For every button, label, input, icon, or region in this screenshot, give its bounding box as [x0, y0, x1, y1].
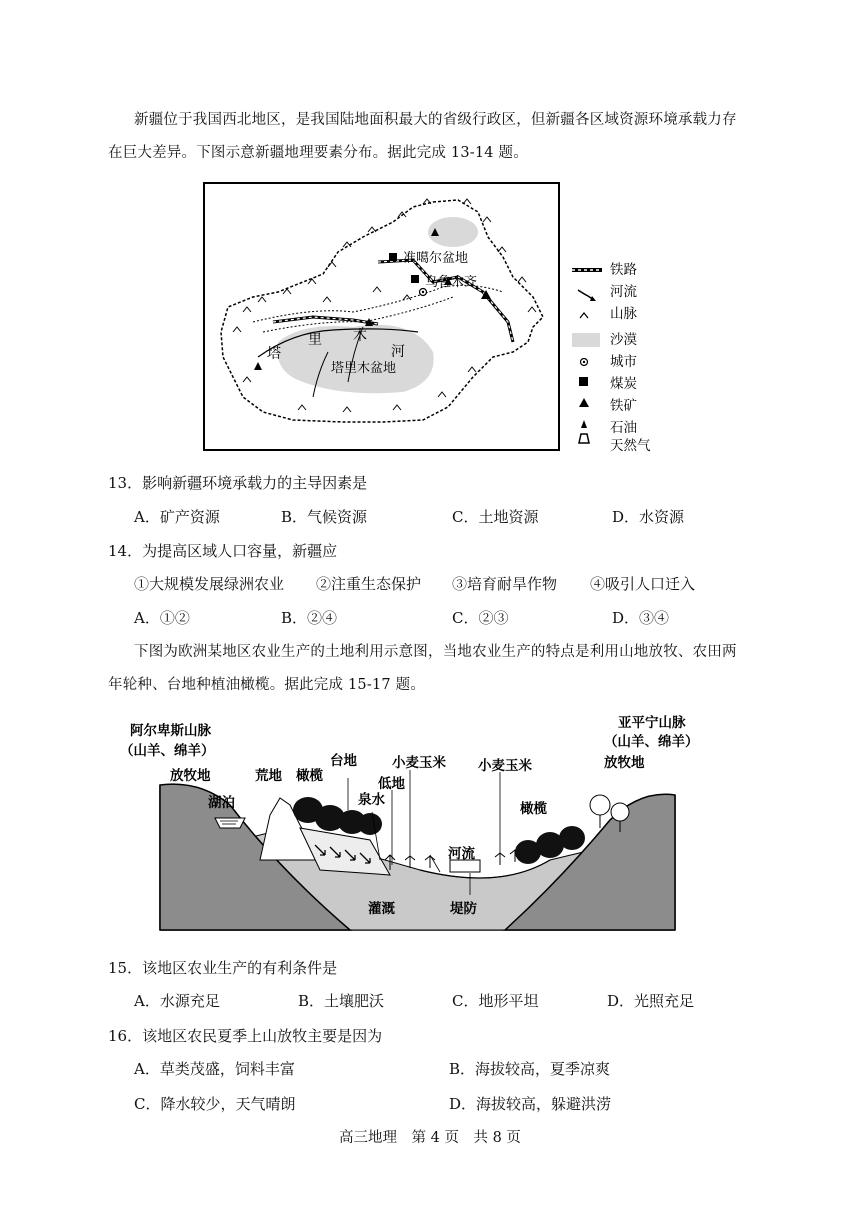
legend-label: 山脉	[610, 306, 637, 322]
mountain-icon	[580, 313, 588, 318]
label-mu: 木	[353, 328, 367, 344]
question-15-stem: 15．该地区农业生产的有利条件是	[108, 959, 338, 977]
gas-icon	[579, 434, 589, 443]
q14-option-d[interactable]: D．③④	[612, 609, 670, 627]
q15-option-d[interactable]: D．光照充足	[607, 992, 695, 1010]
question-16-stem: 16．该地区农民夏季上山放牧主要是因为	[108, 1027, 383, 1045]
legend-label: 河流	[610, 284, 637, 300]
q16-option-d[interactable]: D．海拔较高，躲避洪涝	[449, 1095, 612, 1113]
q14-option-c[interactable]: C．②③	[452, 609, 509, 627]
intro-2-line-2: 年轮种、台地种植油橄榄。据此完成 15-17 题。	[108, 677, 426, 693]
label-left-animals: （山羊、绵羊）	[120, 743, 215, 759]
lake-shape	[215, 818, 245, 828]
q14-item-3: ③培育耐旱作物	[452, 575, 558, 593]
legend-label: 城市	[610, 354, 637, 370]
label-ta: 塔	[267, 346, 281, 362]
map-legend	[570, 258, 680, 453]
q14-option-a[interactable]: A．①②	[134, 609, 190, 627]
q14-option-b[interactable]: B．②④	[281, 609, 338, 627]
label-levee: 堤防	[450, 901, 477, 917]
intro-1-line-1: 新疆位于我国西北地区，是我国陆地面积最大的省级行政区，但新疆各区域资源环境承载力存	[134, 112, 737, 128]
label-right-mountain: 亚平宁山脉	[618, 715, 686, 731]
label-lowland: 低地	[378, 776, 405, 792]
q16-option-a[interactable]: A．草类茂盛，饲料丰富	[134, 1060, 295, 1078]
label-wheat-corn-right: 小麦玉米	[478, 758, 532, 774]
legend-label: 煤炭	[610, 376, 637, 392]
coal-marker	[411, 275, 419, 283]
q13-option-c[interactable]: C．土地资源	[452, 508, 539, 526]
page-footer: 高三地理 第 4 页 共 8 页	[339, 1130, 521, 1146]
question-14-stem: 14．为提高区域人口容量，新疆应	[108, 542, 338, 560]
label-olive-left: 橄榄	[296, 768, 323, 784]
label-right-animals: （山羊、绵羊）	[604, 734, 699, 750]
desert-icon	[572, 333, 600, 347]
label-spring: 泉水	[358, 792, 385, 808]
label-li: 里	[308, 332, 322, 348]
coal-marker	[389, 253, 397, 261]
intro-1-line-2: 在巨大差异。下图示意新疆地理要素分布。据此完成 13-14 题。	[108, 145, 528, 161]
legend-label: 天然气	[610, 438, 651, 453]
label-pasture-left: 放牧地	[170, 768, 211, 784]
label-river: 河流	[448, 846, 475, 862]
label-irrigation: 灌溉	[368, 901, 395, 917]
q14-item-4: ④吸引人口迁入	[590, 575, 696, 593]
legend-label: 铁矿	[610, 398, 637, 414]
label-he: 河	[391, 344, 405, 360]
xinjiang-map	[203, 182, 561, 452]
q15-option-b[interactable]: B．土壤肥沃	[298, 992, 385, 1010]
q16-option-c[interactable]: C．降水较少，天气晴朗	[134, 1095, 296, 1113]
q13-option-d[interactable]: D．水资源	[612, 508, 685, 526]
label-lake: 湖泊	[208, 795, 235, 811]
label-terrace: 台地	[330, 753, 357, 769]
label-tarim: 塔里木盆地	[331, 361, 397, 376]
intro-paragraph-1	[108, 104, 758, 170]
question-13-stem: 13．影响新疆环境承载力的主导因素是	[108, 474, 368, 492]
label-olive-right: 橄榄	[520, 801, 547, 817]
river-icon	[578, 290, 596, 301]
label-wasteland: 荒地	[255, 768, 282, 784]
iron-icon	[579, 398, 589, 407]
legend-label: 石油	[610, 420, 637, 436]
q16-option-b[interactable]: B．海拔较高，夏季凉爽	[449, 1060, 611, 1078]
legend-label: 沙漠	[610, 332, 637, 348]
legend-label: 铁路	[610, 262, 637, 278]
land-use-section-diagram	[120, 710, 740, 945]
intro-2-line-1: 下图为欧洲某地区农业生产的土地利用示意图，当地农业生产的特点是利用山地放牧、农田两	[134, 644, 737, 660]
label-junggar: 准噶尔盆地	[403, 251, 469, 266]
q14-item-2: ②注重生态保护	[316, 575, 422, 593]
q13-option-a[interactable]: A．矿产资源	[134, 508, 220, 526]
q15-option-c[interactable]: C．地形平坦	[452, 992, 539, 1010]
label-urumqi: 乌鲁木齐	[425, 275, 478, 290]
label-left-mountain: 阿尔卑斯山脉	[130, 723, 211, 739]
label-pasture-right: 放牧地	[604, 755, 645, 771]
q14-item-1: ①大规模发展绿洲农业	[134, 575, 285, 593]
q15-option-a[interactable]: A．水源充足	[134, 992, 220, 1010]
oil-icon	[581, 420, 587, 428]
city-icon	[581, 359, 588, 366]
q13-option-b[interactable]: B．气候资源	[281, 508, 368, 526]
intro-paragraph-2	[108, 636, 758, 702]
coal-icon	[579, 377, 588, 386]
label-wheat-corn-left: 小麦玉米	[392, 755, 446, 771]
